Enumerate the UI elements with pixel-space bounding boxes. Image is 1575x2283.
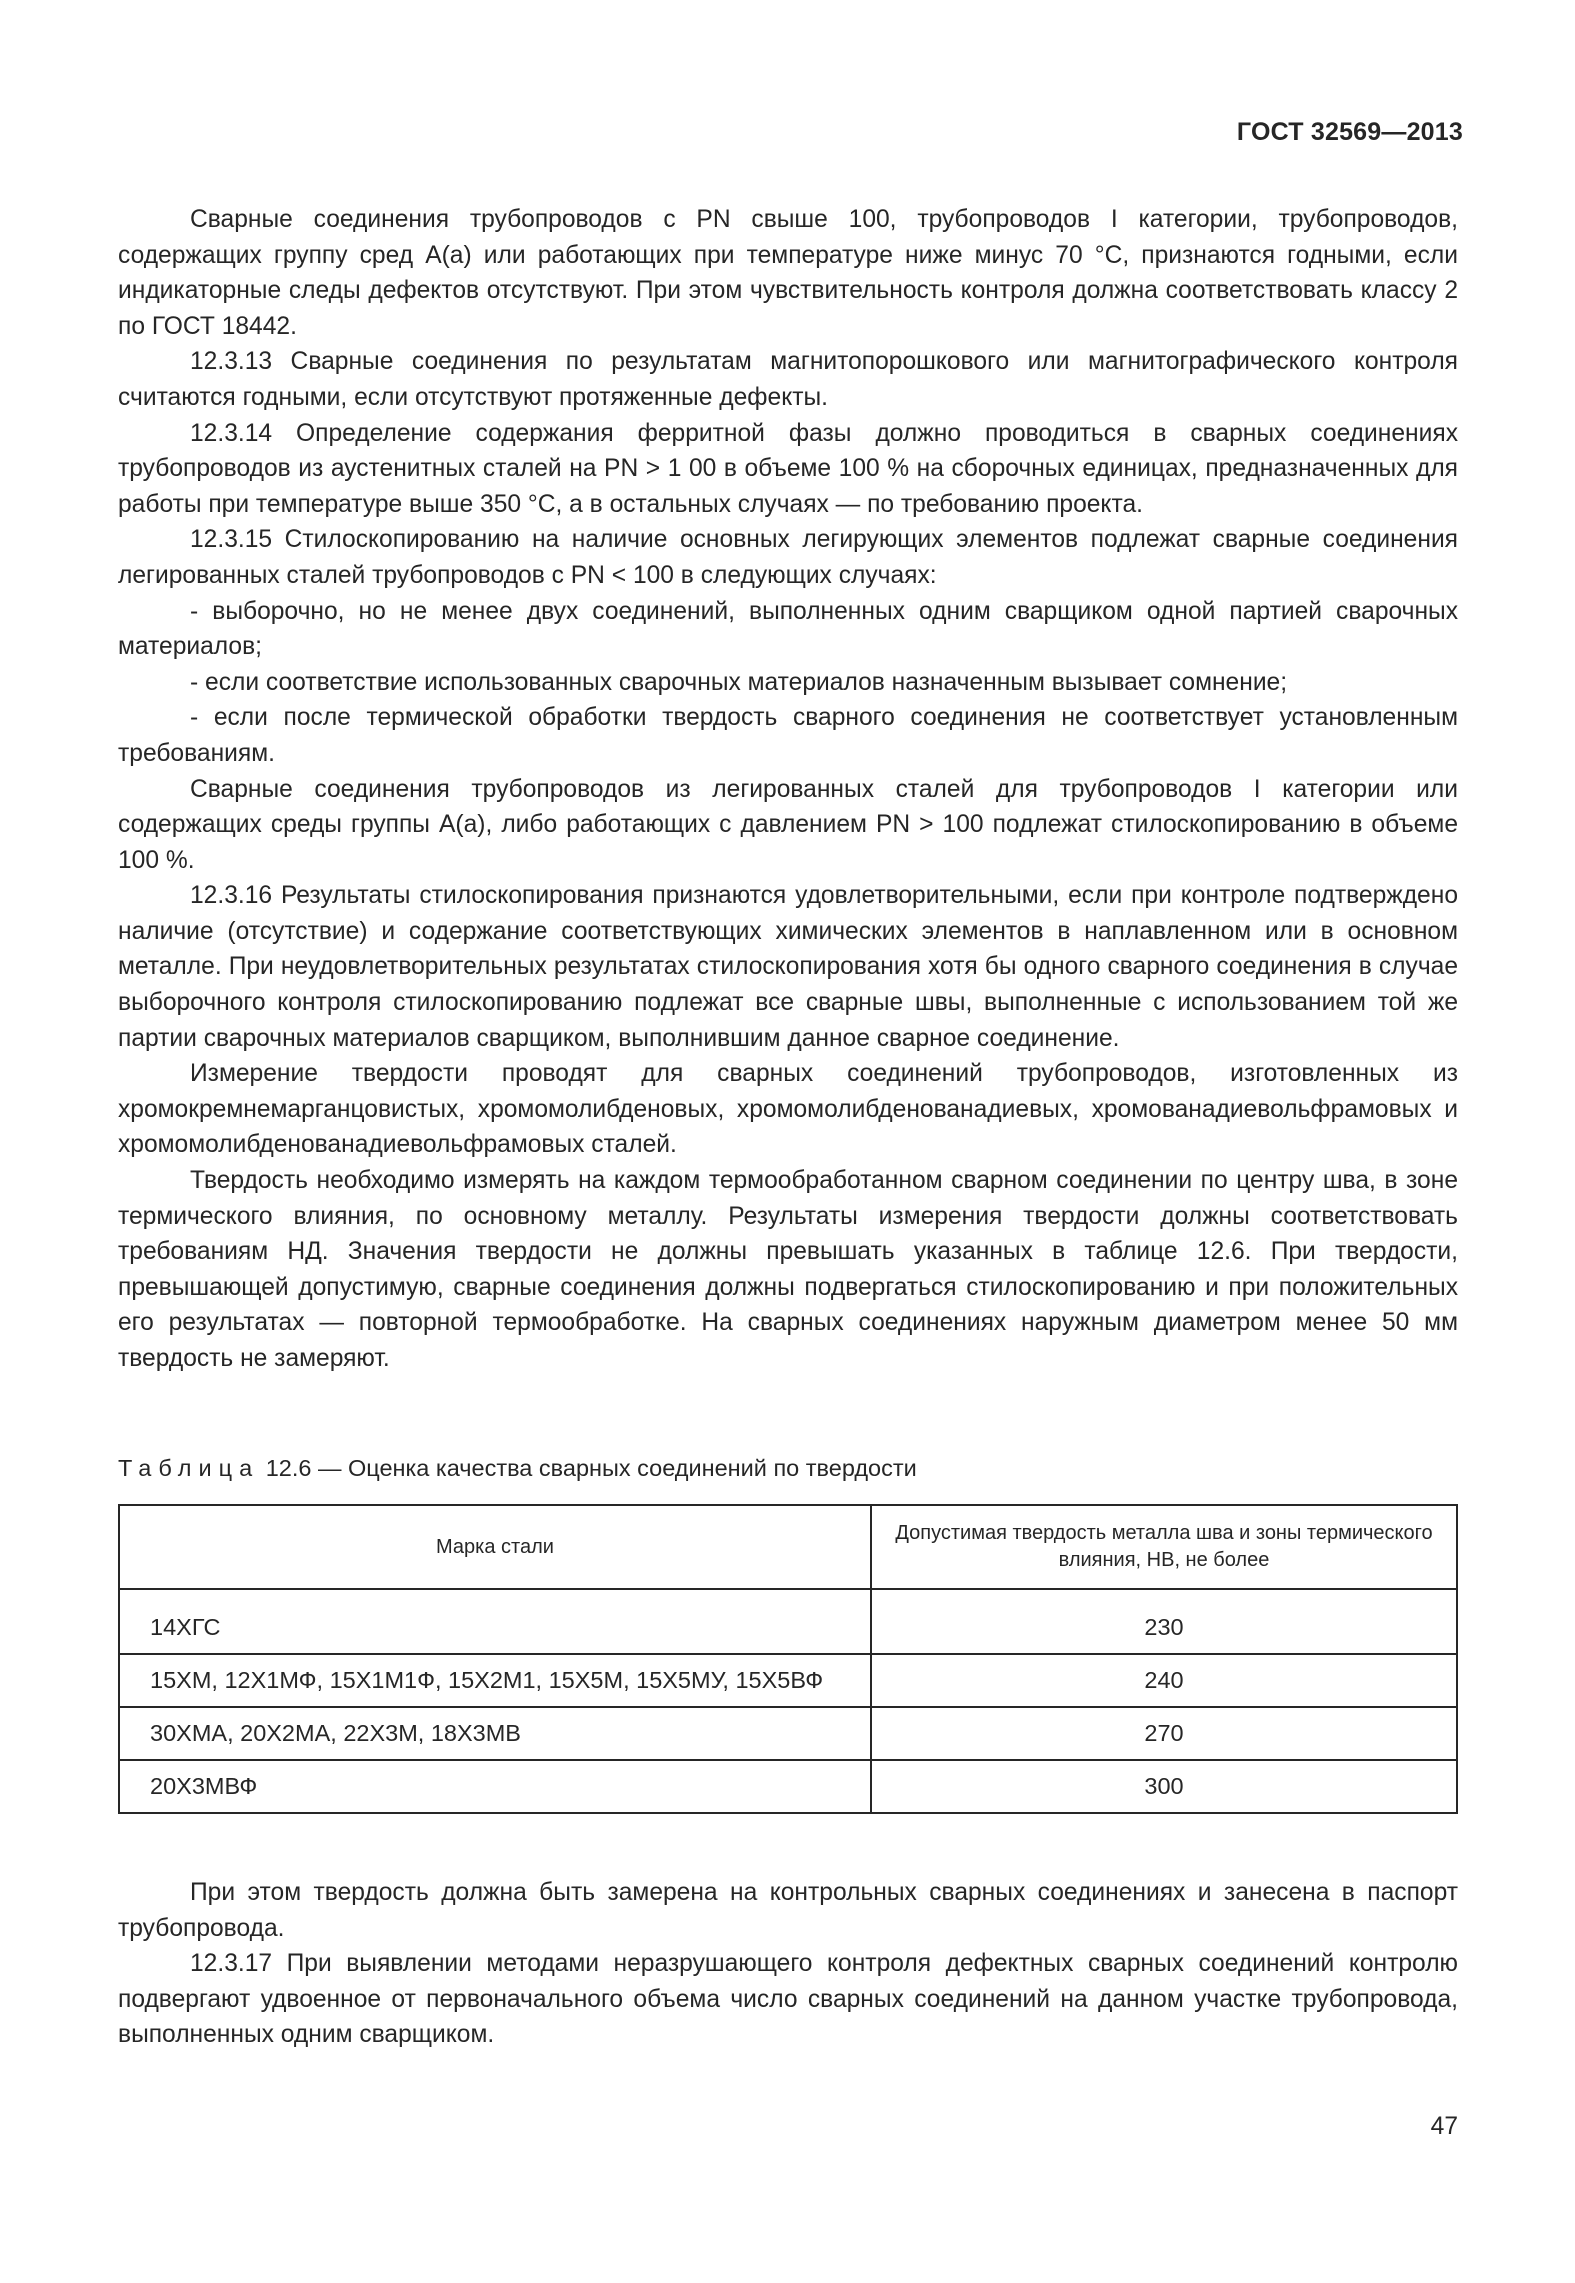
paragraph: 12.3.17 При выявлении методами неразрушающего контроля дефектных сварных соединений контролю подвергают удвоенное от первоначального объема число сварных соединений на данном участке трубопровода, выполненных одним сварщиком. — [118, 1950, 1458, 2049]
table-caption-text: 12.6 — Оценка качества сварных соединений по твердости — [265, 1455, 917, 1481]
page-number: 47 — [1430, 2113, 1458, 2140]
standard-header: ГОСТ 32569—2013 — [1236, 118, 1463, 146]
steel-grade-cell: 14ХГС — [119, 1589, 871, 1654]
paragraph: 12.3.15 Стилоскопированию на наличие основных легирующих элементов подлежат сварные соединения легированных сталей трубопроводов с PN < 100 в следующих случаях: — [118, 526, 1458, 589]
table-header-row — [119, 1505, 1457, 1589]
hardness-cell: 300 — [1144, 1773, 1184, 1799]
column-header-steel-grade: Марка стали — [119, 1505, 871, 1589]
hardness-table — [118, 1504, 1458, 1814]
hardness-cell: 240 — [871, 1654, 1457, 1707]
hardness-cell: 230 — [871, 1589, 1457, 1654]
table-caption-label: Таблица — [118, 1455, 260, 1481]
paragraph: 12.3.16 Результаты стилоскопирования признаются удовлетворительными, если при контроле подтверждено наличие (отсутствие) и содержание соответствующих химических элементов в наплавленном или в основном металле. При неудовлетворительных результатах стилоскопирования хотя бы одного сварного соединения в случае выборочного контроля стилоскопированию подлежат все сварные швы, выполненные с использованием той же партии сварочных материалов сварщиком, выполнившим данное сварное соединение. — [118, 882, 1458, 1052]
body-text-after-table — [118, 1875, 1458, 2053]
paragraph: 12.3.14 Определение содержания ферритной фазы должно проводиться в сварных соединениях трубопроводов из аустенитных сталей на PN > 1 00 в объеме 100 % на сборочных единицах, предназначенных для работы при температуре выше 350 °С, а в остальных случаях — по требованию проекта. — [118, 419, 1458, 518]
list-item: - выборочно, но не менее двух соединений, выполненных одним сварщиком одной партией сварочных материалов; — [118, 597, 1458, 661]
table-row — [119, 1589, 1457, 1654]
table-row — [119, 1654, 1457, 1707]
body-text-before-table — [118, 202, 1458, 1377]
table-row — [119, 1707, 1457, 1760]
steel-grade-cell: 30ХМА, 20Х2МА, 22Х3М, 18Х3МВ — [119, 1707, 871, 1760]
steel-grade-cell: 15ХМ, 12Х1МФ, 15Х1М1Ф, 15Х2М1, 15Х5М, 15Х5МУ, 15Х5ВФ — [119, 1654, 871, 1707]
list-item: - если после термической обработки твердость сварного соединения не соответствует установленным требованиям. — [118, 704, 1458, 767]
paragraph: 12.3.13 Сварные соединения по результатам магнитопорошкового или магнитографического контроля считаются годными, если отсутствуют протяженные дефекты. — [118, 348, 1458, 411]
column-header-hardness: Допустимая твердость металла шва и зоны термического влияния, НВ, не более — [871, 1505, 1457, 1589]
table-caption — [118, 1452, 1458, 1484]
paragraph: Измерение твердости проводят для сварных соединений трубопроводов, изготовленных из хромокремнемарганцовистых, хромомолибденовых, хромомолибденованадиевых, хромованадиевольфрамовых и хромомолибденованадиевольфрамовых сталей. — [118, 1060, 1458, 1159]
paragraph: При этом твердость должна быть замерена на контрольных сварных соединениях и занесена в паспорт трубопровода. — [118, 1879, 1458, 1942]
paragraph: Сварные соединения трубопроводов из легированных сталей для трубопроводов I категории или содержащих среды группы А(а), либо работающих с давлением PN > 100 подлежат стилоскопированию в объеме 100 %. — [118, 775, 1458, 874]
paragraph: Твердость необходимо измерять на каждом термообработанном сварном соединении по центру шва, в зоне термического влияния, по основному металлу. Результаты измерения твердости должны соответствовать требованиям НД. Значения твердости не должны превышать указанных в таблице 12.6. При твердости, превышающей допустимую, сварные соединения должны подвергаться стилоскопированию и при положительных его результатах — повторной термообработке. На сварных соединениях наружным диаметром менее 50 мм твердость не замеряют. — [118, 1167, 1458, 1372]
paragraph: Сварные соединения трубопроводов с PN свыше 100, трубопроводов I категории, трубопроводов, содержащих группу сред А(а) или работающих при температуре ниже минус 70 °С, признаются годными, если индикаторные следы дефектов отсутствуют. При этом чувствительность контроля должна соответствовать классу 2 по ГОСТ 18442. — [118, 206, 1458, 340]
steel-grade-cell: 20Х3МВФ — [119, 1760, 871, 1813]
table-row — [119, 1760, 1457, 1813]
hardness-cell: 270 — [871, 1707, 1457, 1760]
list-item: - если соответствие использованных сварочных материалов назначенным вызывает сомнение; — [190, 668, 1288, 696]
